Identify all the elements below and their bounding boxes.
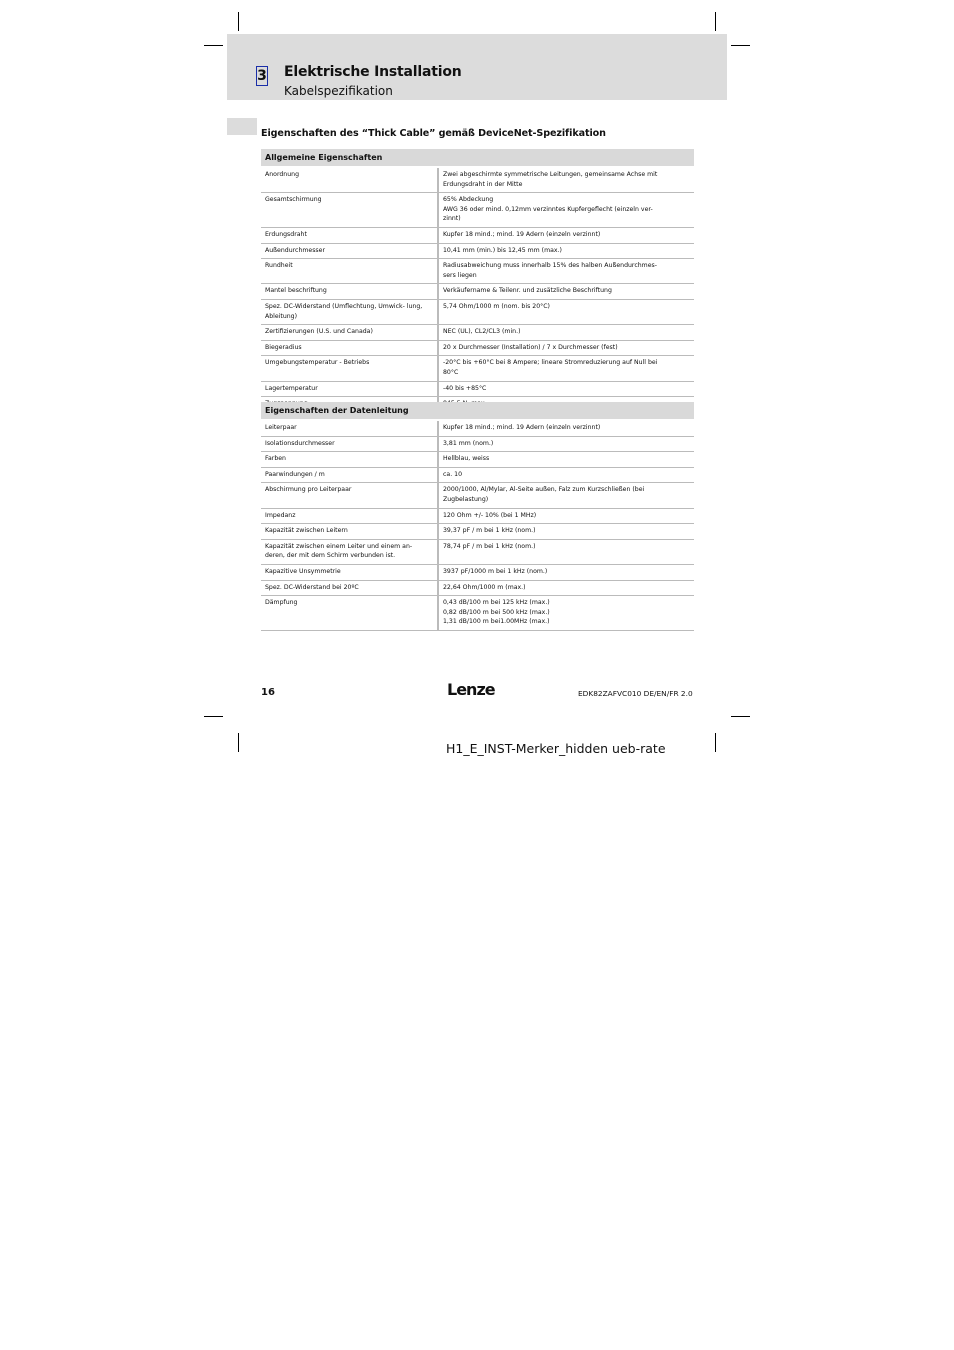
crop-mark [238,12,239,31]
table-row [261,300,694,325]
row-label: Spez. DC-Widerstand bei 20ºC [261,581,439,597]
row-label: Rundheit [261,259,439,284]
row-value-line: 65% Abdeckung [443,196,494,204]
data-line-properties-table [261,402,694,631]
row-value [439,259,694,284]
row-value [439,540,694,565]
row-value-line: 20 x Durchmesser (Installation) / 7 x Durchmesser (fest) [443,343,618,351]
table-row [261,468,694,484]
row-value-line: Zwei abgeschirmte symmetrische Leitungen, gemeinsame Achse mit [443,171,658,178]
section-title: Eigenschaften des “Thick Cable” gemäß DeviceNet-Spezifikation [261,128,606,139]
crop-mark [731,716,750,717]
table-row [261,565,694,581]
table-row [261,341,694,357]
row-value-line: -40 bis +85°C [443,384,487,392]
row-value-line: 5,74 Ohm/1000 m (nom. bis 20°C) [443,302,550,310]
row-value-line: Radiusabweichung muss innerhalb 15% des halben Außendurchmes- [443,262,657,270]
table-row [261,168,694,193]
crop-mark [204,716,223,717]
row-label: Umgebungstemperatur - Betriebs [261,356,439,381]
row-label: Kapazitive Unsymmetrie [261,565,439,581]
crop-mark [715,733,716,752]
row-value [439,437,694,453]
hidden-marker-text: H1_E_INST-Merker_hidden ueb-rate [446,741,666,756]
row-value [439,228,694,244]
row-value [439,452,694,468]
chapter-title: Elektrische Installation [284,64,462,80]
row-value [439,300,694,325]
lenze-logo: Lenze [447,680,495,699]
crop-mark [731,45,750,46]
chapter-number: 3 [257,68,267,84]
row-value-line: -20°C bis +60°C bei 8 Ampere; lineare Stromreduzierung auf Null bei [443,359,658,367]
table-row [261,509,694,525]
row-value-line: 1,31 dB/100 m bei1.00MHz (max.) [443,618,550,626]
row-value [439,382,694,398]
row-label: Impedanz [261,509,439,525]
row-label: Dämpfung [261,596,439,631]
row-value-line: 3,81 mm (nom.) [443,439,494,447]
row-value-line: Kupfer 18 mind.; mind. 19 Adern (einzeln verzinnt) [443,230,601,238]
row-value-line: 0,43 dB/100 m bei 125 kHz (max.) [443,599,550,607]
row-value [439,284,694,300]
table-row [261,259,694,284]
table-heading: Eigenschaften der Datenleitung [261,402,694,419]
row-value [439,509,694,525]
row-value-line: ca. 10 [443,470,463,478]
table-row [261,452,694,468]
row-value [439,193,694,228]
row-value-line: 39,37 pF / m bei 1 kHz (nom.) [443,527,536,535]
page-number: 16 [261,687,275,698]
row-value [439,524,694,540]
general-properties-table [261,149,694,413]
row-value-line: Erdungsdraht in der Mitte [443,180,523,188]
table-row [261,437,694,453]
row-value-line: 10,41 mm (min.) bis 12,45 mm (max.) [443,246,562,254]
row-value [439,325,694,341]
row-label: Lagertemperatur [261,382,439,398]
row-label: Erdungsdraht [261,228,439,244]
row-value [439,581,694,597]
row-value-line: 120 Ohm +/- 10% (bei 1 MHz) [443,511,537,519]
row-value [439,341,694,357]
side-tab [227,118,257,135]
row-value-line: 22,64 Ohm/1000 m (max.) [443,583,526,591]
table-heading: Allgemeine Eigenschaften [261,149,694,166]
row-value-line: zinnt) [443,215,461,223]
table-row [261,540,694,565]
crop-mark [238,733,239,752]
row-label: Kapazität zwischen einem Leiter und einem an- deren, der mit dem Schirm verbunden ist. [261,540,439,565]
table-row [261,284,694,300]
row-label: Isolationsdurchmesser [261,437,439,453]
table-row [261,524,694,540]
row-label: Mantel beschriftung [261,284,439,300]
table-row [261,596,694,631]
row-value-line: 3937 pF/1000 m bei 1 kHz (nom.) [443,567,548,575]
table-row [261,244,694,260]
row-label: Biegeradius [261,341,439,357]
row-value [439,596,694,631]
row-label: Leiterpaar [261,421,439,437]
row-value [439,468,694,484]
row-label: Außendurchmesser [261,244,439,260]
row-value-line: 80°C [443,368,459,376]
table-row [261,421,694,437]
row-value-line: 78,74 pF / m bei 1 kHz (nom.) [443,542,536,550]
row-label: Spez. DC-Widerstand (Umflechtung, Umwick- lung, Ableitung) [261,300,439,325]
row-label: Kapazität zwischen Leitern [261,524,439,540]
row-label: Farben [261,452,439,468]
crop-mark [715,12,716,31]
chapter-subtitle: Kabelspezifikation [284,84,393,98]
row-value [439,421,694,437]
row-value [439,565,694,581]
row-label: Paarwindungen / m [261,468,439,484]
table-row [261,356,694,381]
table-row [261,325,694,341]
row-value [439,483,694,508]
table-row [261,483,694,508]
row-label: Anordnung [261,168,439,193]
row-value [439,168,694,193]
row-value-line: 0,82 dB/100 m bei 500 kHz (max.) [443,608,550,616]
table-row [261,228,694,244]
table-row [261,382,694,398]
row-label: Abschirmung pro Leiterpaar [261,483,439,508]
row-value-line: Verkäufername & Teilenr. und zusätzliche Beschriftung [443,287,612,295]
row-label: Zertifizierungen (U.S. und Canada) [261,325,439,341]
document-code: EDK82ZAFVC010 DE/EN/FR 2.0 [578,689,693,698]
row-value-line: Zugbelastung) [443,495,489,503]
crop-mark [204,45,223,46]
row-value-line: NEC (UL), CL2/CL3 (min.) [443,328,521,336]
row-label: Gesamtschirmung [261,193,439,228]
row-value-line: Hellblau, weiss [443,455,490,463]
table-row [261,581,694,597]
table-row [261,193,694,228]
row-value-line: sers liegen [443,271,477,279]
row-value [439,356,694,381]
row-value-line: AWG 36 oder mind. 0,12mm verzinntes Kupfergeflecht (einzeln ver- [443,205,653,213]
row-value-line: Kupfer 18 mind.; mind. 19 Adern (einzeln verzinnt) [443,424,601,431]
row-value [439,244,694,260]
row-value-line: 2000/1000, Al/Mylar, Al-Seite außen, Falz zum Kurzschließen (bei [443,486,645,494]
